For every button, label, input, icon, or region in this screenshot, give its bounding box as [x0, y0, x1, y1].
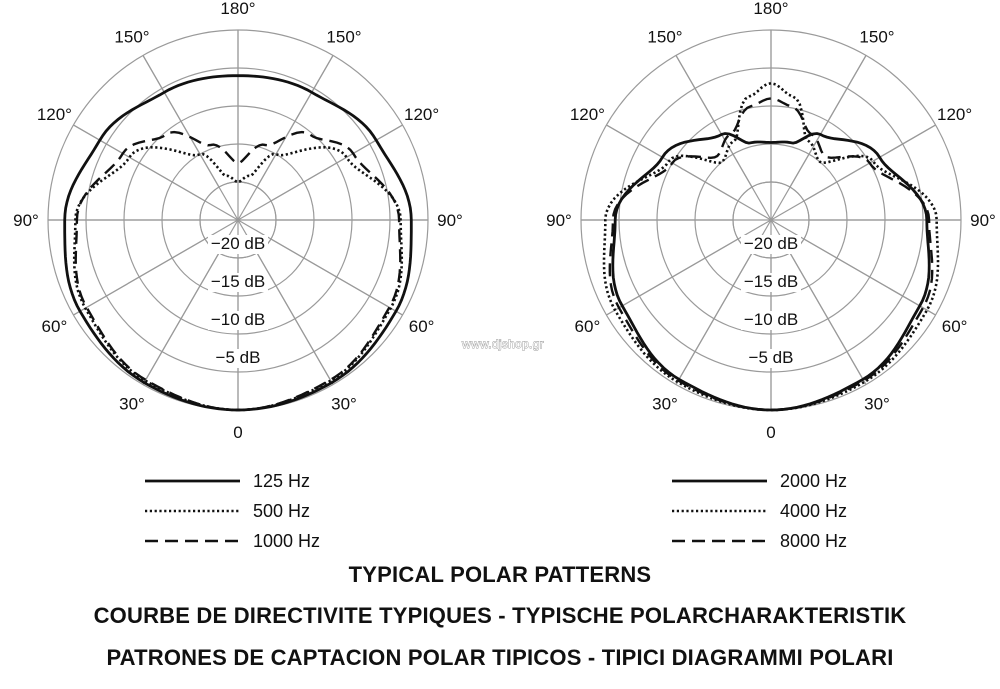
- angle-label: 60°: [941, 317, 968, 336]
- legend-label: 125 Hz: [253, 471, 311, 491]
- title-spanish-italian: PATRONES DE CAPTACION POLAR TIPICOS - TIPICI DIAGRAMMI POLARI: [106, 645, 894, 670]
- polar-chart-right: [546, 0, 996, 551]
- angle-label: 120°: [404, 105, 440, 124]
- angle-label: 60°: [41, 317, 68, 336]
- angle-label: 30°: [119, 394, 145, 414]
- angle-label: 90°: [13, 211, 39, 230]
- ring-label: −20 dB: [210, 234, 266, 253]
- grid-spoke-outer: [790, 55, 866, 187]
- ring-label: −15 dB: [210, 272, 266, 291]
- angle-label: 90°: [970, 211, 996, 230]
- angle-label: 60°: [408, 317, 435, 336]
- ring-label: −10 dB: [210, 310, 266, 329]
- polar-chart-left: [13, 0, 463, 551]
- grid-spoke-outer: [257, 55, 333, 187]
- angle-label: 90°: [437, 211, 463, 230]
- angle-label: 150°: [647, 27, 683, 47]
- ring-label: −5 dB: [215, 348, 261, 367]
- angle-label: 0: [233, 423, 243, 442]
- watermark: www.djshop.gr: [462, 337, 544, 351]
- legend-label: 1000 Hz: [253, 531, 321, 551]
- grid-spoke-outer: [73, 239, 205, 315]
- angle-label: 150°: [114, 27, 150, 47]
- angle-label: 180°: [753, 0, 789, 18]
- angle-label: 180°: [220, 0, 256, 18]
- angle-label: 120°: [937, 105, 973, 124]
- title-english: TYPICAL POLAR PATTERNS: [348, 562, 652, 587]
- legend-label: 2000 Hz: [780, 471, 848, 491]
- angle-label: 150°: [859, 27, 895, 47]
- grid-spoke-outer: [271, 239, 403, 315]
- angle-label: 30°: [652, 394, 678, 414]
- angle-label: 60°: [574, 317, 601, 336]
- title-french-german: COURBE DE DIRECTIVITE TYPIQUES - TYPISCHE POLARCHARAKTERISTIK: [93, 603, 907, 628]
- grid-spoke-outer: [676, 55, 752, 187]
- grid-spoke-outer: [790, 253, 866, 385]
- ring-label: −10 dB: [743, 310, 799, 329]
- legend-label: 500 Hz: [253, 501, 311, 521]
- angle-label: 120°: [569, 105, 605, 124]
- grid-spoke-outer: [606, 239, 738, 315]
- angle-label: 0: [766, 423, 776, 442]
- grid-spoke-outer: [73, 125, 205, 201]
- angle-label: 30°: [864, 394, 890, 414]
- grid-spoke-outer: [143, 253, 219, 385]
- grid-spoke-outer: [143, 55, 219, 187]
- angle-label: 120°: [36, 105, 72, 124]
- grid-spoke-outer: [271, 125, 403, 201]
- legend-label: 4000 Hz: [780, 501, 848, 521]
- grid-spoke-outer: [676, 253, 752, 385]
- angle-label: 150°: [326, 27, 362, 47]
- angle-label: 90°: [546, 211, 572, 230]
- ring-label: −5 dB: [748, 348, 794, 367]
- grid-spoke-outer: [257, 253, 333, 385]
- legend-label: 8000 Hz: [780, 531, 848, 551]
- angle-label: 30°: [331, 394, 357, 414]
- ring-label: −15 dB: [743, 272, 799, 291]
- grid-spoke-outer: [804, 239, 936, 315]
- ring-label: −20 dB: [743, 234, 799, 253]
